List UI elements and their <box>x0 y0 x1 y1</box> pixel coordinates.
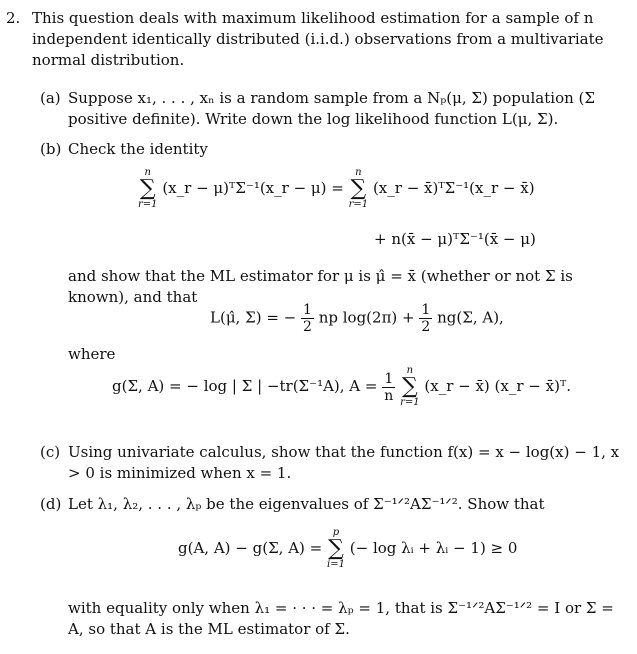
part-d-text: Let λ₁, λ₂, . . . , λₚ be the eigenvalues of Σ⁻¹ᐟ²AΣ⁻¹ᐟ². Show that <box>68 495 545 513</box>
part-b-label: (b) <box>40 140 62 158</box>
part-a-label: (a) <box>40 89 61 107</box>
sigma-symbol: ∑ <box>139 176 156 201</box>
sum-d-bottom: i=1 <box>327 559 345 570</box>
where-label <box>68 344 115 365</box>
part-d <box>40 494 626 516</box>
sum-A <box>400 366 420 408</box>
half-numerator-2: 1 <box>421 302 431 318</box>
one-over-n-fraction <box>382 371 395 404</box>
part-b-text: Check the identity <box>68 140 208 158</box>
A-body: (x_r − x̄) (x_r − x̄)ᵀ. <box>424 377 572 395</box>
part-b <box>40 139 626 161</box>
half-denominator-2: 2 <box>421 319 431 335</box>
likelihood-equation <box>210 302 504 335</box>
part-c-label: (c) <box>40 443 61 461</box>
sum-lhs <box>138 168 158 210</box>
likelihood-end: ng(Σ, A), <box>437 308 504 327</box>
d-body: (− log λᵢ + λᵢ − 1) ≥ 0 <box>349 539 518 557</box>
sum-rhs-top: n <box>355 167 362 178</box>
part-a-text: Suppose x₁, . . . , xₙ is a random sample from a Nₚ(μ, Σ) population (Σ positive definite). Write down the log likelihood function L(μ, Σ). <box>68 89 595 128</box>
ml-estimator-sentence: and show that the ML estimator for μ is μ̂ = x̄ (whether or not Σ is known), and that <box>68 267 573 306</box>
part-c-text: Using univariate calculus, show that the function f(x) = x − log(x) − 1, x > 0 is minimized when x = 1. <box>68 443 620 482</box>
part-d-label: (d) <box>40 495 62 513</box>
sum-lhs-bottom: r=1 <box>138 199 158 210</box>
identity-line-2-text: + n(x̄ − μ)ᵀΣ⁻¹(x̄ − μ) <box>374 230 536 248</box>
sigma-symbol: ∑ <box>401 374 418 399</box>
sum-d <box>327 528 345 570</box>
part-c <box>40 442 626 486</box>
sum-rhs <box>349 168 369 210</box>
likelihood-mid: np log(2π) + <box>318 308 415 327</box>
question-number: 2. <box>6 9 21 27</box>
d-equation <box>178 528 517 570</box>
half-denominator: 2 <box>303 319 312 335</box>
identity-rhs-body: (x_r − x̄)ᵀΣ⁻¹(x_r − x̄) <box>372 179 535 197</box>
sigma-symbol: ∑ <box>328 536 344 561</box>
one-over-n-numerator: 1 <box>382 371 395 388</box>
identity-lhs-body: (x_r − μ)ᵀΣ⁻¹(x_r − μ) = <box>162 179 344 197</box>
where-text: where <box>68 345 116 363</box>
part-a <box>40 88 626 132</box>
identity-line-2 <box>374 230 536 248</box>
d-conclusion <box>68 598 626 640</box>
sum-lhs-top: n <box>144 167 151 178</box>
one-over-n-denominator: n <box>384 387 394 404</box>
d-lhs: g(A, A) − g(Σ, A) = <box>178 539 323 557</box>
identity-equation <box>138 168 535 210</box>
half-fraction-2 <box>419 302 432 335</box>
question-2 <box>6 8 626 78</box>
d-conclusion-text: with equality only when λ₁ = · · · = λₚ = 1, that is Σ⁻¹ᐟ²AΣ⁻¹ᐟ² = I or Σ = A, so that A is the ML estimator of Σ. <box>68 599 614 638</box>
sigma-symbol: ∑ <box>350 176 367 201</box>
likelihood-lhs: L(μ̂, Σ) = − <box>210 308 297 327</box>
sum-rhs-bottom: r=1 <box>348 199 369 210</box>
g-definition-text: g(Σ, A) = − log | Σ | −tr(Σ⁻¹A), A = <box>112 377 378 395</box>
question-intro: This question deals with maximum likelihood estimation for a sample of n independent identically distributed (i.i.d.) observations from a multivariate normal distribution. <box>32 9 604 69</box>
half-fraction <box>301 302 314 335</box>
half-numerator: 1 <box>303 302 312 318</box>
sum-A-top: n <box>406 365 414 376</box>
sum-d-top: p <box>332 527 340 538</box>
g-definition <box>112 366 571 408</box>
sum-A-bottom: r=1 <box>400 397 420 408</box>
